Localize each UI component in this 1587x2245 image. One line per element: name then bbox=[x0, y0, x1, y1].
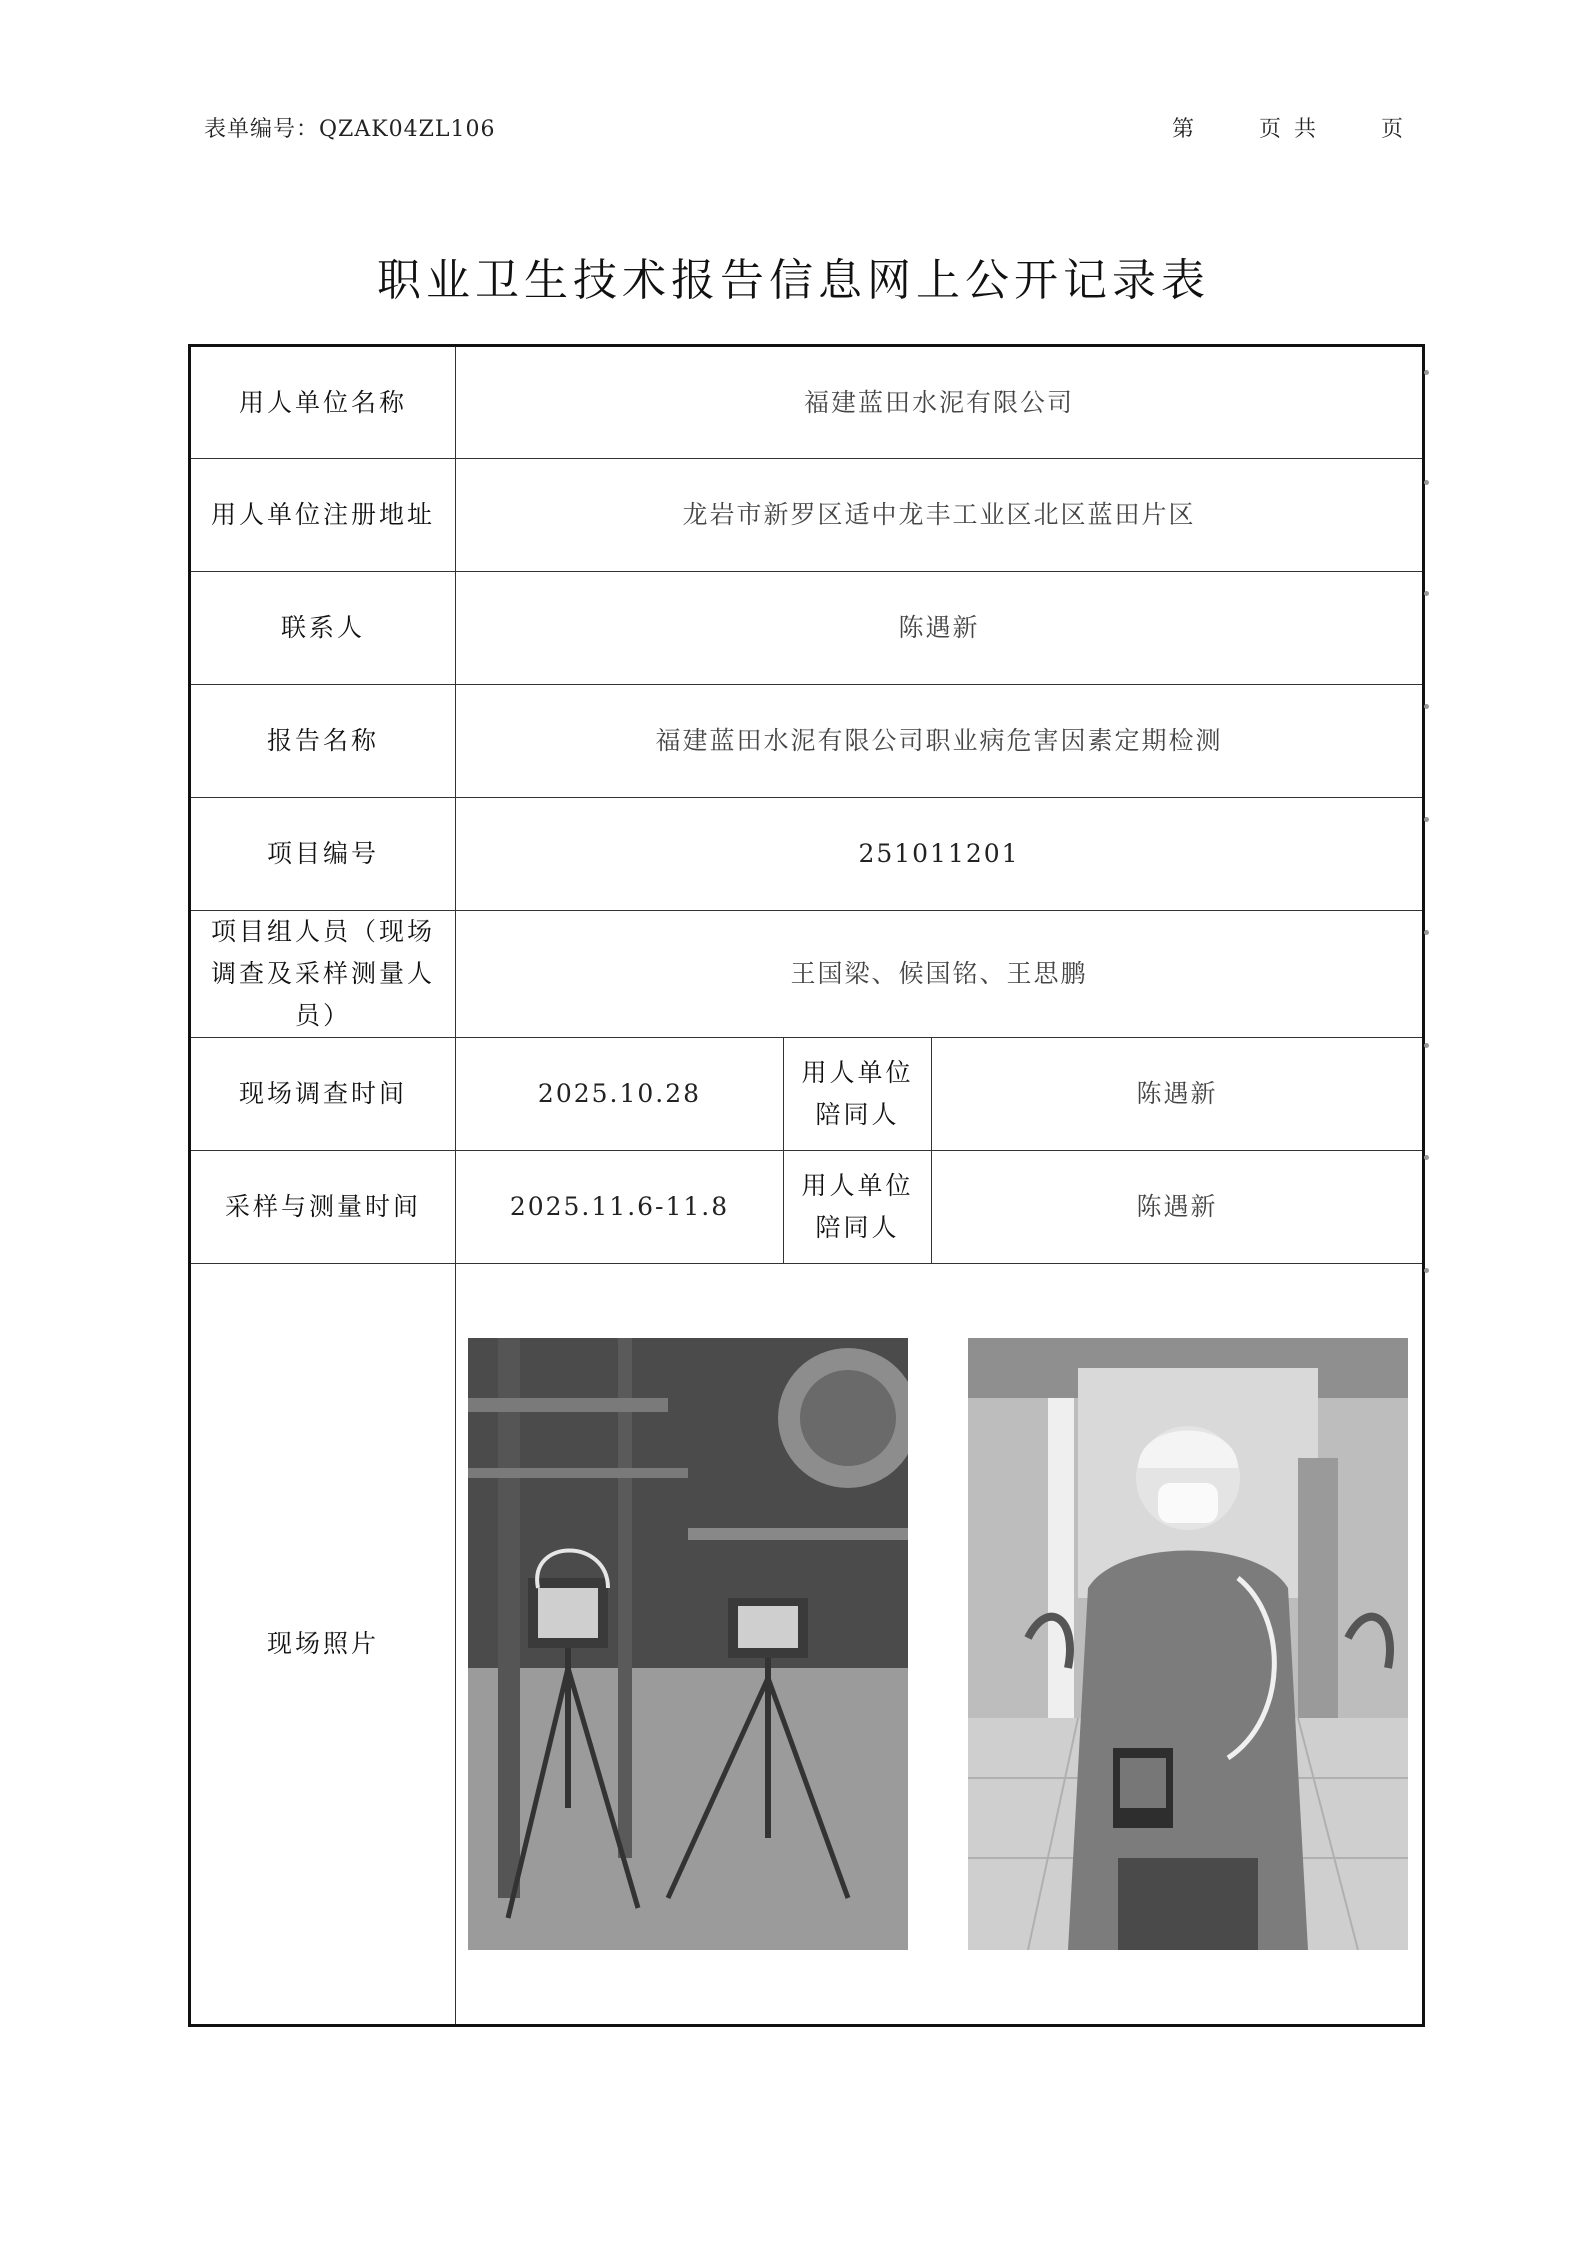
worker-with-sampler-image bbox=[968, 1338, 1408, 1950]
page-ye-2: 页 bbox=[1380, 117, 1403, 142]
photos-label: 现场照片 bbox=[190, 1264, 456, 2026]
unit-address-label: 用人单位注册地址 bbox=[190, 459, 456, 572]
sampling-time-value: 2025.11.6-11.8 bbox=[456, 1151, 784, 1264]
table-row bbox=[190, 572, 1424, 685]
survey-time-value: 2025.10.28 bbox=[456, 1038, 784, 1151]
page-title: 职业卫生技术报告信息网上公开记录表 bbox=[377, 255, 1210, 306]
record-table bbox=[188, 344, 1425, 2027]
survey-escort-value: 陈遇新 bbox=[932, 1038, 1424, 1151]
contact-value: 陈遇新 bbox=[456, 572, 1424, 685]
sampling-escort-label: 用人单位陪同人 bbox=[784, 1151, 932, 1264]
form-number: 表单编号：QZAK04ZL106 bbox=[204, 117, 496, 142]
unit-name-label: 用人单位名称 bbox=[190, 346, 456, 459]
unit-address-value: 龙岩市新罗区适中龙丰工业区北区蓝田片区 bbox=[456, 459, 1424, 572]
margin-tick bbox=[1424, 1043, 1429, 1048]
survey-escort-label: 用人单位陪同人 bbox=[784, 1038, 932, 1151]
photos-cell bbox=[456, 1264, 1424, 2026]
unit-name-value: 福建蓝田水泥有限公司 bbox=[456, 346, 1424, 459]
report-name-label: 报告名称 bbox=[190, 685, 456, 798]
report-name-value: 福建蓝田水泥有限公司职业病危害因素定期检测 bbox=[456, 685, 1424, 798]
margin-tick bbox=[1424, 704, 1429, 709]
margin-tick bbox=[1424, 930, 1429, 935]
team-label: 项目组人员（现场调查及采样测量人员） bbox=[190, 911, 456, 1038]
margin-tick bbox=[1424, 1268, 1429, 1273]
margin-tick bbox=[1424, 1155, 1429, 1160]
margin-tick bbox=[1424, 591, 1429, 596]
table-row bbox=[190, 459, 1424, 572]
table-row bbox=[190, 1264, 1424, 2026]
sampling-time-label: 采样与测量时间 bbox=[190, 1151, 456, 1264]
margin-tick bbox=[1424, 370, 1429, 375]
site-photo-samplers bbox=[468, 1338, 908, 1950]
survey-time-label: 现场调查时间 bbox=[190, 1038, 456, 1151]
margin-tick bbox=[1424, 817, 1429, 822]
margin-tick bbox=[1424, 480, 1429, 485]
page-ye-1: 页 bbox=[1258, 117, 1281, 142]
table-row bbox=[190, 911, 1424, 1038]
project-no-value: 251011201 bbox=[456, 798, 1424, 911]
sampling-escort-value: 陈遇新 bbox=[932, 1151, 1424, 1264]
page-di: 第 bbox=[1172, 117, 1195, 142]
contact-label: 联系人 bbox=[190, 572, 456, 685]
tripod-samplers-image bbox=[468, 1338, 908, 1950]
photo-gallery bbox=[466, 1338, 1412, 1950]
table-row bbox=[190, 346, 1424, 459]
table-row bbox=[190, 1038, 1424, 1151]
table-row bbox=[190, 685, 1424, 798]
table-row bbox=[190, 1151, 1424, 1264]
page-counter bbox=[1172, 112, 1403, 143]
site-photo-worker bbox=[968, 1338, 1408, 1950]
table-row bbox=[190, 798, 1424, 911]
page-gong: 共 bbox=[1294, 117, 1317, 142]
team-value: 王国梁、候国铭、王思鹏 bbox=[456, 911, 1424, 1038]
project-no-label: 项目编号 bbox=[190, 798, 456, 911]
